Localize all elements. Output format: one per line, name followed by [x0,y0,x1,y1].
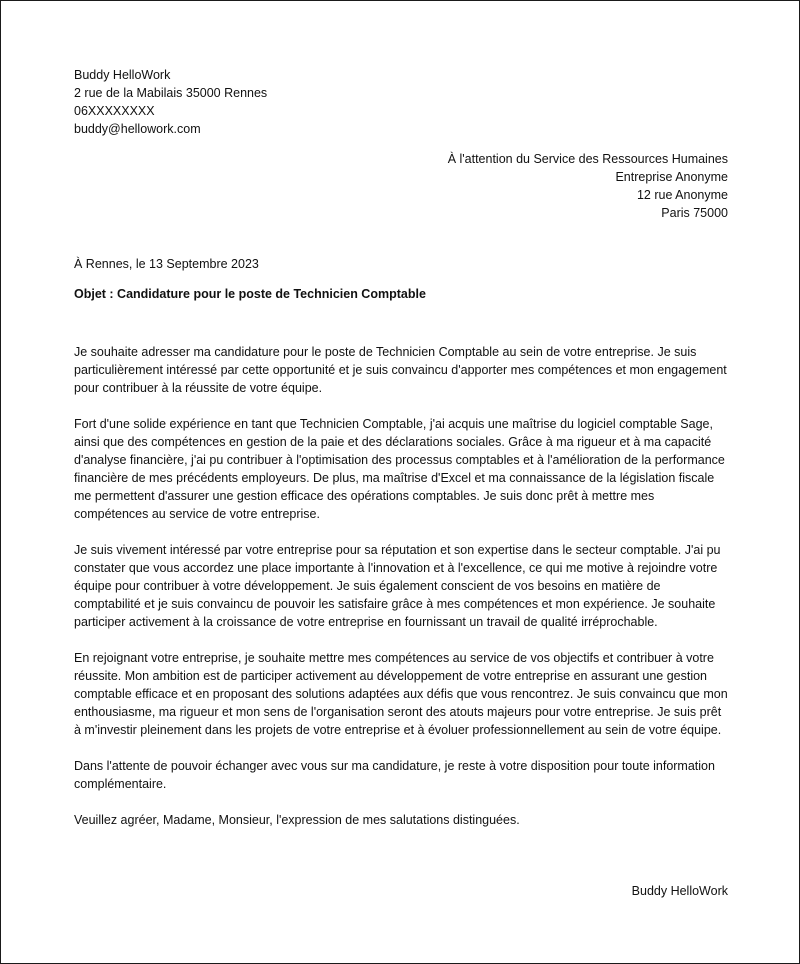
sender-phone: 06XXXXXXXX [74,104,155,118]
letter-subject: Objet : Candidature pour le poste de Technicien Comptable [74,287,426,301]
paragraph-experience: Fort d'une solide expérience en tant que Technicien Comptable, j'ai acquis une maîtrise du logiciel comptable Sage, ainsi que des compétences en gestion de la paie et des déclarations sociales. Grâce à ma rigueur et à ma capacité d'analyse financière, j'ai pu contribuer à l'optimisation des processus comptables et à l'amélioration de la performance financière de mes précédents employeurs. De plus, ma maîtrise d'Excel et ma connaissance de la législation fiscale me permettent d'assurer une gestion efficace des opérations comptables. Je suis donc prêt à mettre mes compétences au service de votre entreprise. [74,417,725,521]
paragraph-motivation: Je suis vivement intéressé par votre entreprise pour sa réputation et son expertise dans le secteur comptable. J'ai pu constater que vous accordez une place importante à l'innovation et à l'excellence, ce qui me motive à rejoindre votre équipe pour contribuer à votre développement. Je suis également conscient de vos besoins en matière de comptabilité et je suis convaincu de pouvoir les satisfaire grâce à mes compétences et mon expérience. Je souhaite participer activement à la croissance de votre entreprise en fournissant un travail de qualité irréprochable. [74,543,721,629]
signature: Buddy HelloWork [631,884,728,898]
letter-body [74,343,730,847]
paragraph-availability: Dans l'attente de pouvoir échanger avec vous sur ma candidature, je reste à votre disposition pour toute information complémentaire. [74,759,715,791]
recipient-street: 12 rue Anonyme [636,188,728,202]
paragraph-ambition: En rejoignant votre entreprise, je souhaite mettre mes compétences au service de vos objectifs et contribuer à votre réussite. Mon ambition est de participer activement au développement de votre entreprise en assurant une gestion comptable efficace et en proposant des solutions adaptées aux défis que vous rencontrez. Je suis convaincu que mon enthousiasme, ma rigueur et mon sens de l'organisation seront des atouts majeurs pour votre entreprise. Je suis prêt à m'investir pleinement dans les projets de votre entreprise et à évoluer professionnellement au sein de votre équipe. [74,651,728,737]
recipient-block [308,150,728,222]
paragraph-closing: Veuillez agréer, Madame, Monsieur, l'expression de mes salutations distinguées. [74,813,520,827]
sender-email: buddy@hellowork.com [74,122,201,136]
sender-block [74,66,474,138]
paragraph-introduction: Je souhaite adresser ma candidature pour le poste de Technicien Comptable au sein de votre entreprise. Je suis particulièrement intéressé par cette opportunité et je suis convaincu d'apporter mes compétences et mon engagement pour contribuer à la réussite de votre équipe. [74,345,727,395]
sender-name: Buddy HelloWork [74,68,171,82]
sender-address: 2 rue de la Mabilais 35000 Rennes [74,86,268,100]
recipient-company: Entreprise Anonyme [615,170,728,184]
place-and-date: À Rennes, le 13 Septembre 2023 [74,257,259,271]
recipient-city: Paris 75000 [661,206,728,220]
recipient-attention: À l'attention du Service des Ressources Humaines [447,152,728,166]
